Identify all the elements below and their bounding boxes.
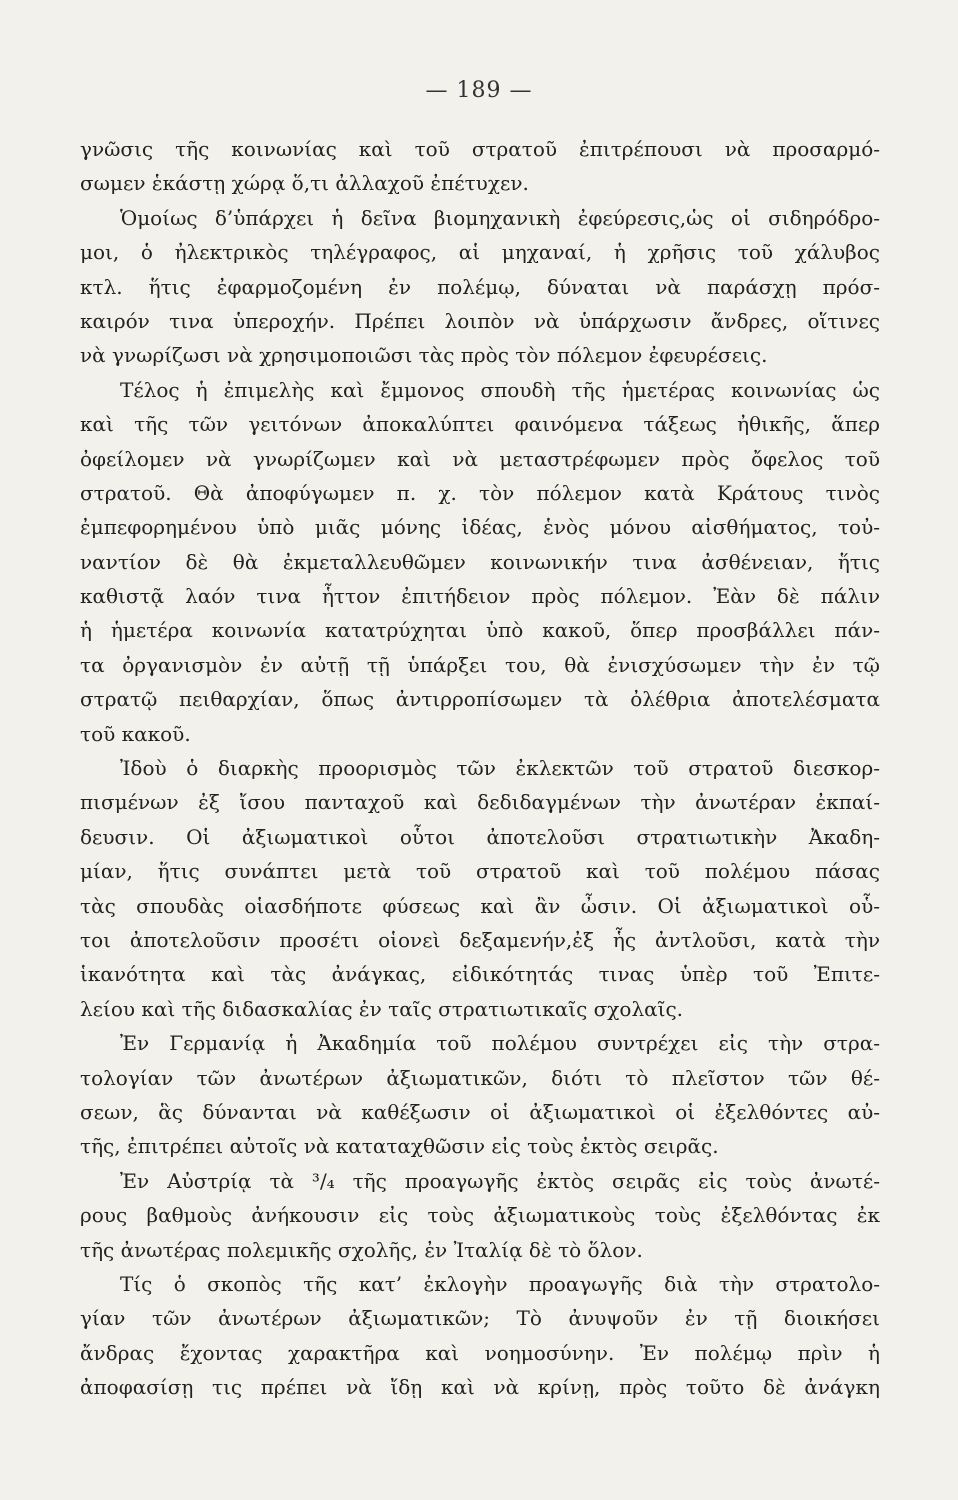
text-line: ἀποφασίσῃ τις πρέπει νὰ ἴδῃ καὶ νὰ κρίνῃ, πρὸς τοῦτο δὲ ἀνάγκη: [80, 1375, 880, 1400]
page-number: — 189 —: [425, 78, 533, 103]
text-line: γίαν τῶν ἀνωτέρων ἀξιωματικῶν; Τὸ ἀνυψοῦν ἐν τῇ διοικήσει: [80, 1306, 880, 1331]
text-line: μίαν, ἥτις συνάπτει μετὰ τοῦ στρατοῦ καὶ τοῦ πολέμου πάσας: [80, 859, 880, 884]
text-line: νὰ γνωρίζωσι νὰ χρησιμοποιῶσι τὰς πρὸς τὸν πόλεμον ἐφευρέσεις.: [80, 343, 768, 368]
text-line: Ὁμοίως δ’ὑπάρχει ἡ δεῖνα βιομηχανικὴ ἐφεύρεσις,ὡς οἱ σιδηρόδρο-: [120, 205, 880, 230]
text-line: ναντίον δὲ θὰ ἐκμεταλλευθῶμεν κοινωνικήν τινα ἀσθένειαν, ἥτις: [80, 549, 880, 574]
text-line: ἄνδρας ἔχοντας χαρακτῆρα καὶ νοημοσύνην. Ἐν πολέμῳ πρὶν ἡ: [80, 1340, 880, 1365]
text-line: τοι ἀποτελοῦσιν προσέτι οἱονεὶ δεξαμενήν,ἐξ ἧς ἀντλοῦσι, κατὰ τὴν: [80, 927, 880, 952]
text-line: καιρόν τινα ὑπεροχήν. Πρέπει λοιπὸν νὰ ὑπάρχωσιν ἄνδρες, οἵτινες: [80, 308, 880, 333]
text-line: Ἐν Αὐστρίᾳ τὰ ³/₄ τῆς προαγωγῆς ἐκτὸς σειρᾶς εἰς τοὺς ἀνωτέ-: [120, 1168, 880, 1193]
text-line: ρους βαθμοὺς ἀνήκουσιν εἰς τοὺς ἀξιωματικοὺς τοὺς ἐξελθόντας ἐκ: [80, 1203, 880, 1228]
text-line: τῆς, ἐπιτρέπει αὐτοῖς νὰ καταταχθῶσιν εἰς τοὺς ἐκτὸς σειρᾶς.: [80, 1134, 719, 1159]
text-line: Ἰδοὺ ὁ διαρκὴς προορισμὸς τῶν ἐκλεκτῶν τοῦ στρατοῦ διεσκορ-: [120, 756, 880, 781]
text-line: τα ὀργανισμὸν ἐν αὐτῇ τῇ ὑπάρξει του, θὰ ἐνισχύσωμεν τὴν ἐν τῷ: [80, 652, 880, 677]
text-line: τὰς σπουδὰς οἱασδήποτε φύσεως καὶ ἂν ὦσιν. Οἱ ἀξιωματικοὶ οὗ-: [80, 893, 880, 918]
text-line: τῆς ἀνωτέρας πολεμικῆς σχολῆς, ἐν Ἰταλίᾳ δὲ τὸ ὅλον.: [80, 1237, 643, 1262]
text-line: γνῶσις τῆς κοινωνίας καὶ τοῦ στρατοῦ ἐπιτρέπουσι νὰ προσαρμό-: [80, 137, 880, 161]
text-line: πισμένων ἐξ ἴσου πανταχοῦ καὶ δεδιδαγμένων τὴν ἀνωτέραν ἐκπαί-: [80, 790, 880, 815]
text-line: στρατοῦ. Θὰ ἀποφύγωμεν π. χ. τὸν πόλεμον κατὰ Κράτους τινὸς: [80, 480, 880, 505]
text-line: ἐμπεφορημένου ὑπὸ μιᾶς μόνης ἰδέας, ἑνὸς μόνου αἰσθήματος, τοὐ-: [80, 515, 880, 540]
text-line: τοῦ κακοῦ.: [80, 721, 191, 746]
text-line: λείου καὶ τῆς διδασκαλίας ἐν ταῖς στρατιωτικαῖς σχολαῖς.: [80, 996, 684, 1021]
body-text: [80, 132, 880, 1404]
text-line: μοι, ὁ ἠλεκτρικὸς τηλέγραφος, αἱ μηχαναί, ἡ χρῆσις τοῦ χάλυβος: [80, 240, 880, 265]
text-line: καὶ τῆς τῶν γειτόνων ἀποκαλύπτει φαινόμενα τάξεως ἠθικῆς, ἅπερ: [80, 412, 880, 437]
text-line: τολογίαν τῶν ἀνωτέρων ἀξιωματικῶν, διότι τὸ πλεῖστον τῶν θέ-: [80, 1065, 880, 1090]
text-line: δευσιν. Οἱ ἀξιωματικοὶ οὗτοι ἀποτελοῦσι στρατιωτικὴν Ἀκαδη-: [80, 824, 880, 849]
text-line: Τέλος ἡ ἐπιμελὴς καὶ ἔμμονος σπουδὴ τῆς ἡμετέρας κοινωνίας ὡς: [120, 377, 880, 402]
text-line: Τίς ὁ σκοπὸς τῆς κατ’ ἐκλογὴν προαγωγῆς διὰ τὴν στρατολο-: [120, 1271, 880, 1296]
text-line: καθιστᾷ λαόν τινα ἧττον ἐπιτήδειον πρὸς πόλεμον. Ἐὰν δὲ πάλιν: [80, 584, 880, 609]
text-line: στρατῷ πειθαρχίαν, ὅπως ἀντιρροπίσωμεν τὰ ὀλέθρια ἀποτελέσματα: [80, 687, 880, 712]
text-line: σωμεν ἑκάστῃ χώρᾳ ὅ,τι ἀλλαχοῦ ἐπέτυχεν.: [80, 171, 529, 196]
text-line: κτλ. ἥτις ἐφαρμοζομένη ἐν πολέμῳ, δύναται νὰ παράσχῃ πρόσ-: [80, 274, 880, 299]
text-line: ἱκανότητα καὶ τὰς ἀνάγκας, εἰδικότητάς τινας ὑπὲρ τοῦ Ἐπιτε-: [80, 962, 880, 987]
text-line: ἡ ἡμετέρα κοινωνία κατατρύχηται ὑπὸ κακοῦ, ὅπερ προσβάλλει πάν-: [80, 618, 880, 643]
text-line: ὀφείλομεν νὰ γνωρίζωμεν καὶ νὰ μεταστρέφωμεν πρὸς ὄφελος τοῦ: [80, 446, 880, 471]
text-line: Ἐν Γερμανίᾳ ἡ Ἀκαδημία τοῦ πολέμου συντρέχει εἰς τὴν στρα-: [120, 1031, 880, 1056]
text-line: σεων, ἃς δύνανται νὰ καθέξωσιν οἱ ἀξιωματικοὶ οἱ ἐξελθόντες αὐ-: [80, 1099, 880, 1124]
